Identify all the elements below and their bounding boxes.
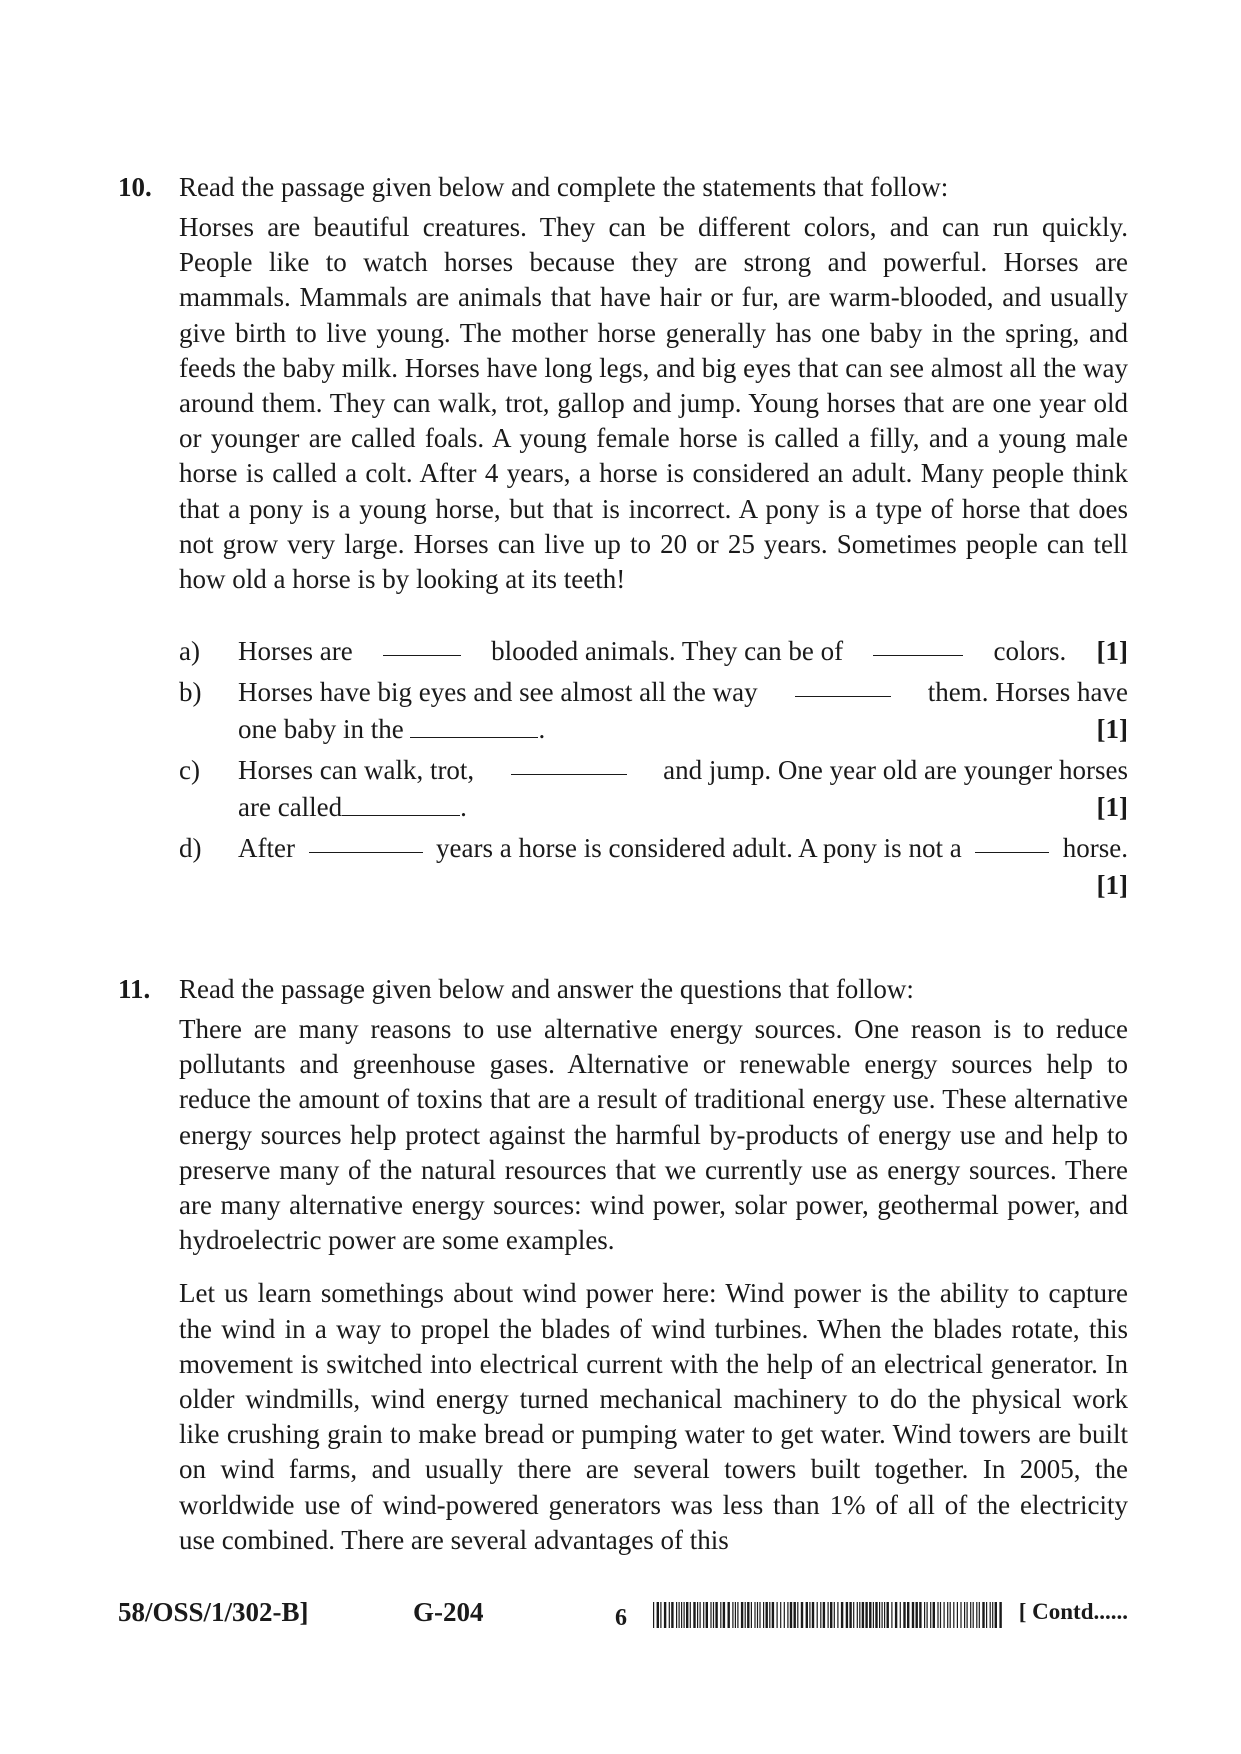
- statement-a: [179, 633, 1128, 670]
- answer-blank: [309, 830, 423, 853]
- answer-blank: [410, 715, 538, 738]
- marks-label: [1]: [1096, 636, 1128, 667]
- question-number: 11.: [118, 974, 151, 1004]
- statement-d: [179, 830, 1128, 904]
- barcode-image: [653, 1602, 1005, 1628]
- statement-list: [179, 633, 1128, 904]
- marks-label: [1]: [1096, 870, 1128, 901]
- continued-label: [ Contd......: [1018, 1599, 1128, 1624]
- answer-blank: [383, 633, 461, 656]
- statement-label: a): [179, 636, 200, 667]
- statement-text: colors.: [993, 636, 1067, 667]
- horse-passage: Horses are beautiful creatures. They can be different colors, and can run quickly. People like to watch horses because they are strong and powerful. Horses are mammals. Mammals are animals that have hair or fur, are warm-blooded, and usually give birth to live young. The mother horse generally has one baby in the spring, and feeds the baby milk. Horses have long legs, and big eyes that can see almost all the way around them. They can walk, trot, gallop and jump. Young horses that are one year old or younger are called foals. A young female horse is called a filly, and a young male horse is called a colt. After 4 years, a horse is considered an adult. Many people think that a pony is a young horse, but that is incorrect. A pony is a type of horse that does not grow very large. Horses can live up to 20 or 25 years. Sometimes people can tell how old a horse is by looking at its teeth!: [179, 212, 1128, 595]
- wind-power-passage: Let us learn somethings about wind power here: Wind power is the ability to capture the wind in a way to propel the blades of wind turbines. When the blades rotate, this movement is switched into electrical current with the help of an electrical generator. In older windmills, wind energy turned mechanical machinery to do the physical work like crushing grain to make bread or pumping water to get water. Wind towers are built on wind farms, and usually there are several towers built together. In 2005, the worldwide use of wind-powered generators was less than 1% of all of the electricity use combined. There are several advantages of this: [179, 1278, 1128, 1555]
- question-11: [118, 972, 1128, 1558]
- question-10: [118, 170, 1128, 908]
- statement-text: blooded animals. They can be of: [491, 636, 844, 667]
- answer-blank: [511, 752, 627, 775]
- question-instruction: Read the passage given below and complete the statements that follow:: [179, 172, 949, 202]
- question-11-header: [118, 972, 1128, 1006]
- series-code: G-204: [413, 1597, 484, 1627]
- answer-blank: [795, 674, 891, 697]
- page-footer: [118, 1597, 1128, 1637]
- question-instruction: Read the passage given below and answer the questions that follow:: [179, 974, 914, 1004]
- energy-passage: There are many reasons to use alternative energy sources. One reason is to reduce pollutants and greenhouse gases. Alternative or renewable energy sources help to reduce the amount of toxins that are a result of traditional energy use. These alternative energy sources help protect against the harmful by-products of energy use and help to preserve many of the natural resources that we currently use as energy sources. There are many alternative energy sources: wind power, solar power, geothermal power, and hydroelectric power are some examples.: [179, 1014, 1128, 1256]
- statement-text: one baby in the: [238, 714, 404, 745]
- marks-label: [1]: [1096, 792, 1128, 823]
- statement-text: Horses have big eyes and see almost all the way: [238, 677, 758, 708]
- statement-text: are called: [238, 792, 343, 823]
- statement-text: and jump. One year old are younger horses: [663, 755, 1128, 786]
- answer-blank: [873, 633, 963, 656]
- answer-blank: [975, 830, 1049, 853]
- question-number: 10.: [118, 172, 152, 202]
- statement-label: b): [179, 677, 202, 708]
- marks-label: [1]: [1096, 714, 1128, 745]
- statement-text: .: [538, 714, 546, 745]
- statement-b: [179, 674, 1128, 748]
- statement-text: .: [460, 792, 467, 823]
- statement-text: Horses can walk, trot,: [238, 755, 475, 786]
- statement-text: After: [238, 833, 295, 864]
- statement-c: [179, 752, 1128, 826]
- answer-blank: [342, 793, 460, 816]
- statement-text: horse.: [1062, 833, 1128, 864]
- statement-label: d): [179, 833, 202, 864]
- paper-code: 58/OSS/1/302-B]: [118, 1597, 309, 1627]
- statement-text: them. Horses have: [927, 677, 1128, 708]
- page-number: 6: [615, 1605, 627, 1631]
- statement-text: years a horse is considered adult. A pony is not a: [436, 833, 962, 864]
- question-10-header: [118, 170, 1128, 204]
- statement-text: Horses are: [238, 636, 353, 667]
- statement-label: c): [179, 755, 200, 786]
